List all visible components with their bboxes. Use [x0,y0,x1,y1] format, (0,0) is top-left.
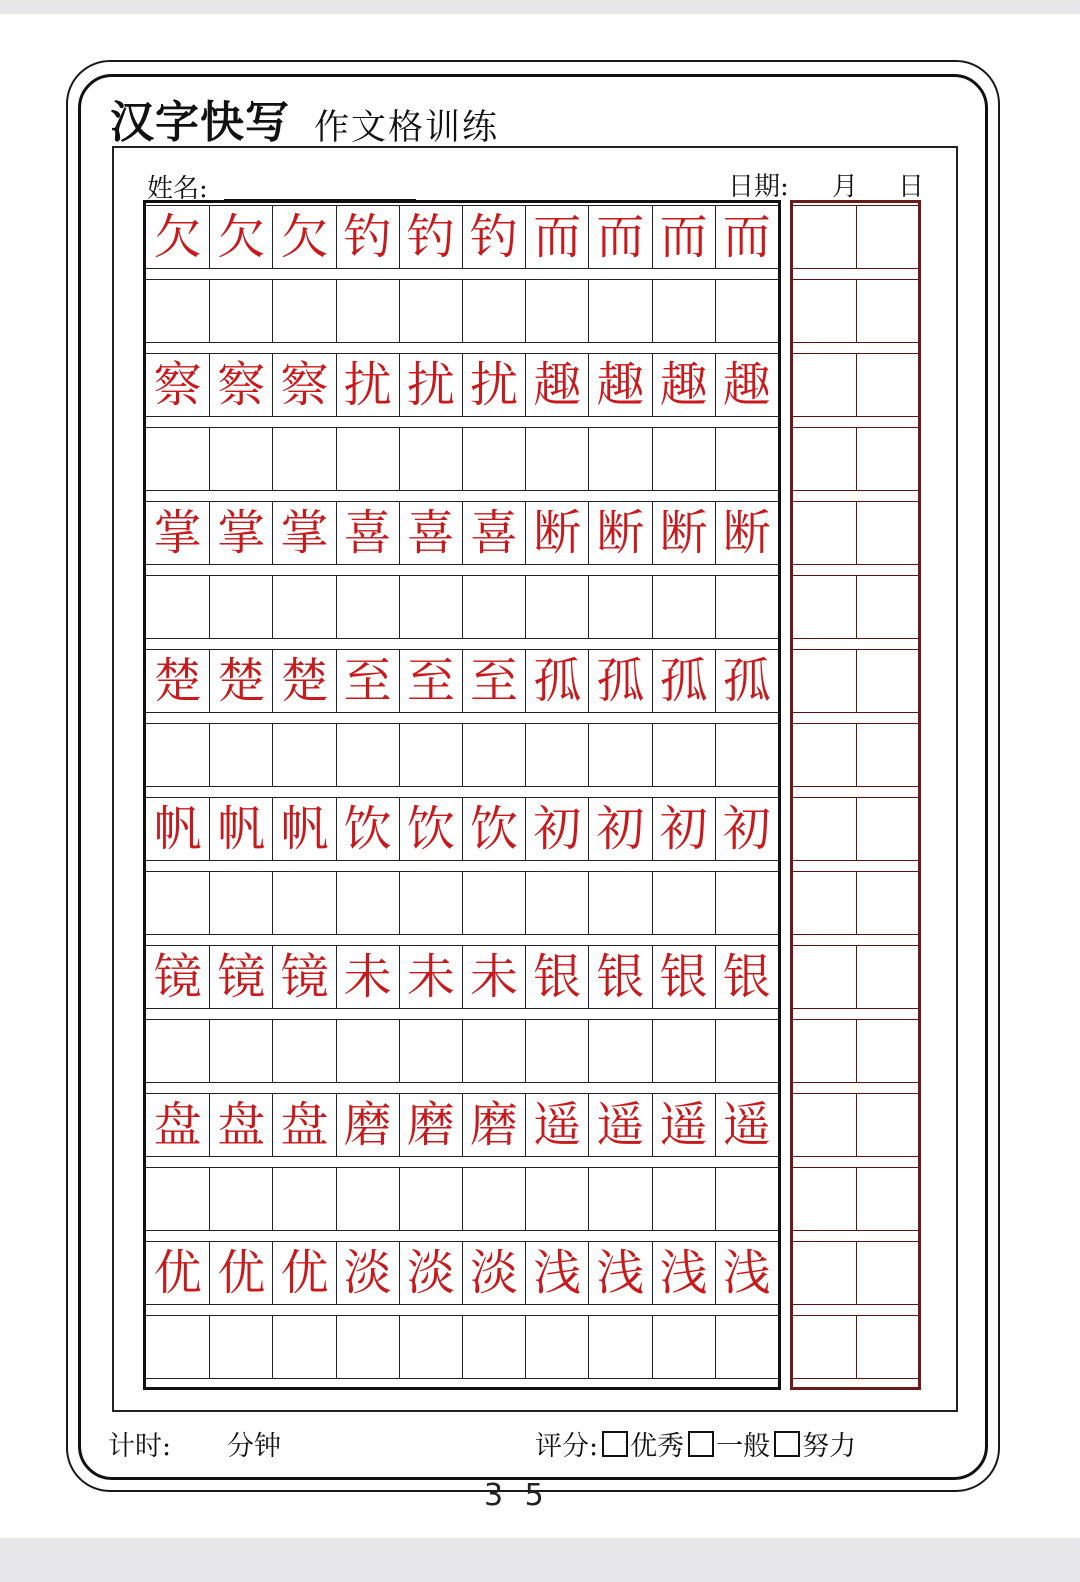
practice-char-cell: 至 [462,649,525,713]
practice-char-cell: 钓 [336,205,399,269]
writing-cell[interactable] [336,279,399,343]
writing-cell[interactable] [793,1315,856,1379]
writing-cell[interactable] [525,1315,588,1379]
practice-char-cell: 孤 [588,649,651,713]
practice-blank-row [146,723,778,787]
date-label: 日期: [728,172,789,202]
practice-char-cell: 磨 [399,1093,462,1157]
score-option-average: 一般 [716,1431,771,1462]
score-option-excellent: 优秀 [630,1431,685,1462]
writing-cell[interactable] [399,427,462,491]
side-blank-row [793,871,918,935]
score-checkbox-average[interactable] [688,1431,714,1457]
page-number: 3 5 [484,1478,550,1513]
practice-char-cell: 遥 [525,1093,588,1157]
writing-cell[interactable] [715,575,778,639]
practice-char-cell: 优 [209,1241,272,1305]
practice-blank-row [146,1019,778,1083]
writing-cell[interactable] [856,1241,919,1305]
writing-cell[interactable] [272,279,335,343]
writing-cell[interactable] [462,723,525,787]
practice-char-cell: 饮 [336,797,399,861]
writing-cell[interactable] [715,871,778,935]
practice-char-row [146,945,778,1009]
side-practice-grid [790,200,921,1390]
writing-cell[interactable] [462,871,525,935]
writing-cell[interactable] [856,945,919,1009]
writing-cell[interactable] [209,1315,272,1379]
practice-char-cell: 优 [272,1241,335,1305]
writing-cell[interactable] [336,1315,399,1379]
side-blank-row [793,649,918,713]
side-blank-row [793,1019,918,1083]
writing-cell[interactable] [462,1315,525,1379]
writing-cell[interactable] [525,1167,588,1231]
practice-char-row [146,353,778,417]
writing-cell[interactable] [652,427,715,491]
writing-cell[interactable] [272,1019,335,1083]
side-blank-row [793,945,918,1009]
practice-char-cell: 孤 [715,649,778,713]
practice-char-cell: 银 [525,945,588,1009]
writing-cell[interactable] [856,279,919,343]
writing-cell[interactable] [793,871,856,935]
practice-char-row [146,205,778,269]
writing-cell[interactable] [588,427,651,491]
writing-cell[interactable] [462,279,525,343]
practice-char-cell: 趣 [588,353,651,417]
practice-char-cell: 喜 [399,501,462,565]
writing-cell[interactable] [793,649,856,713]
practice-char-cell: 趣 [652,353,715,417]
writing-cell[interactable] [793,501,856,565]
practice-char-cell: 浅 [715,1241,778,1305]
practice-char-cell: 断 [652,501,715,565]
writing-cell[interactable] [209,427,272,491]
writing-cell[interactable] [209,871,272,935]
writing-cell[interactable] [588,1019,651,1083]
writing-cell[interactable] [525,723,588,787]
side-blank-row [793,1167,918,1231]
practice-char-cell: 未 [336,945,399,1009]
practice-char-cell: 而 [715,205,778,269]
practice-char-cell: 盘 [209,1093,272,1157]
practice-char-cell: 盘 [146,1093,209,1157]
writing-cell[interactable] [715,427,778,491]
date-day-label: 日 [898,172,925,202]
practice-char-cell: 初 [652,797,715,861]
writing-cell[interactable] [588,871,651,935]
writing-cell[interactable] [856,649,919,713]
writing-cell[interactable] [399,1167,462,1231]
practice-char-cell: 趣 [715,353,778,417]
writing-cell[interactable] [715,1019,778,1083]
writing-cell[interactable] [209,279,272,343]
writing-cell[interactable] [793,797,856,861]
practice-char-cell: 钓 [399,205,462,269]
practice-char-cell: 而 [652,205,715,269]
practice-char-cell: 帆 [272,797,335,861]
practice-blank-row [146,1167,778,1231]
writing-cell[interactable] [856,1093,919,1157]
writing-cell[interactable] [399,871,462,935]
practice-char-cell: 孤 [525,649,588,713]
practice-char-cell: 镜 [209,945,272,1009]
side-blank-row [793,353,918,417]
writing-cell[interactable] [336,1167,399,1231]
writing-cell[interactable] [652,1167,715,1231]
practice-char-cell: 断 [588,501,651,565]
practice-char-cell: 未 [399,945,462,1009]
writing-cell[interactable] [462,575,525,639]
practice-char-cell: 饮 [462,797,525,861]
writing-cell[interactable] [856,1167,919,1231]
writing-cell[interactable] [793,1093,856,1157]
practice-char-cell: 欠 [209,205,272,269]
practice-char-cell: 断 [715,501,778,565]
writing-cell[interactable] [793,353,856,417]
writing-cell[interactable] [399,1315,462,1379]
practice-char-cell: 趣 [525,353,588,417]
practice-char-cell: 淡 [336,1241,399,1305]
practice-char-cell: 磨 [336,1093,399,1157]
practice-char-cell: 遥 [652,1093,715,1157]
practice-char-cell: 而 [588,205,651,269]
writing-cell[interactable] [856,797,919,861]
practice-char-row [146,797,778,861]
practice-char-cell: 银 [715,945,778,1009]
practice-char-cell: 掌 [209,501,272,565]
writing-cell[interactable] [715,279,778,343]
writing-cell[interactable] [588,279,651,343]
practice-char-cell: 欠 [272,205,335,269]
writing-cell[interactable] [856,205,919,269]
practice-char-cell: 欠 [146,205,209,269]
writing-cell[interactable] [336,871,399,935]
practice-char-cell: 浅 [652,1241,715,1305]
writing-cell[interactable] [399,723,462,787]
writing-cell[interactable] [525,871,588,935]
side-blank-row [793,1093,918,1157]
practice-char-cell: 察 [209,353,272,417]
writing-cell[interactable] [588,575,651,639]
writing-cell[interactable] [525,427,588,491]
score-label: 评分: [535,1431,599,1462]
writing-cell[interactable] [793,1019,856,1083]
bottom-background-band [0,1538,1080,1582]
side-blank-row [793,797,918,861]
writing-cell[interactable] [399,1019,462,1083]
practice-char-cell: 扰 [462,353,525,417]
writing-cell[interactable] [856,575,919,639]
writing-cell[interactable] [146,871,209,935]
writing-cell[interactable] [856,1315,919,1379]
writing-cell[interactable] [715,1315,778,1379]
writing-cell[interactable] [146,575,209,639]
writing-cell[interactable] [856,723,919,787]
practice-char-cell: 扰 [399,353,462,417]
score-checkbox-excellent[interactable] [602,1431,628,1457]
practice-char-cell: 银 [588,945,651,1009]
side-blank-row [793,575,918,639]
practice-blank-row [146,279,778,343]
writing-cell[interactable] [146,427,209,491]
writing-cell[interactable] [272,871,335,935]
practice-char-cell: 镜 [146,945,209,1009]
timer-label: 计时: [108,1431,172,1462]
writing-cell[interactable] [652,871,715,935]
writing-cell[interactable] [146,279,209,343]
writing-cell[interactable] [272,575,335,639]
writing-cell[interactable] [399,279,462,343]
practice-char-cell: 帆 [209,797,272,861]
side-blank-row [793,205,918,269]
writing-cell[interactable] [652,723,715,787]
practice-char-cell: 而 [525,205,588,269]
practice-char-cell: 浅 [525,1241,588,1305]
writing-cell[interactable] [588,1167,651,1231]
writing-cell[interactable] [793,205,856,269]
writing-cell[interactable] [146,1167,209,1231]
writing-cell[interactable] [525,279,588,343]
writing-cell[interactable] [856,871,919,935]
practice-char-cell: 未 [462,945,525,1009]
practice-char-cell: 淡 [462,1241,525,1305]
practice-char-cell: 楚 [146,649,209,713]
writing-cell[interactable] [209,723,272,787]
practice-char-cell: 至 [399,649,462,713]
practice-char-cell: 帆 [146,797,209,861]
practice-char-row [146,1241,778,1305]
writing-cell[interactable] [272,427,335,491]
practice-char-cell: 至 [336,649,399,713]
date-month-label: 月 [832,172,859,202]
writing-cell[interactable] [336,723,399,787]
practice-char-cell: 楚 [209,649,272,713]
practice-char-cell: 察 [146,353,209,417]
side-blank-row [793,427,918,491]
writing-cell[interactable] [856,501,919,565]
top-background-band [0,0,1080,14]
writing-cell[interactable] [856,427,919,491]
writing-cell[interactable] [336,427,399,491]
practice-blank-row [146,575,778,639]
practice-char-row [146,501,778,565]
score-section [535,1424,856,1463]
side-blank-row [793,1315,918,1379]
practice-char-cell: 优 [146,1241,209,1305]
writing-cell[interactable] [793,945,856,1009]
writing-cell[interactable] [856,353,919,417]
score-option-effort: 努力 [802,1431,857,1462]
practice-char-row [146,1093,778,1157]
writing-cell[interactable] [715,723,778,787]
side-blank-row [793,501,918,565]
practice-char-cell: 扰 [336,353,399,417]
writing-cell[interactable] [209,575,272,639]
practice-char-cell: 遥 [715,1093,778,1157]
practice-blank-row [146,427,778,491]
practice-blank-row [146,871,778,935]
writing-cell[interactable] [715,1167,778,1231]
page-title: 汉字快写 [110,97,290,148]
practice-char-cell: 掌 [272,501,335,565]
writing-cell[interactable] [588,1315,651,1379]
writing-cell[interactable] [793,723,856,787]
practice-char-cell: 喜 [462,501,525,565]
writing-cell[interactable] [462,1167,525,1231]
writing-cell[interactable] [146,723,209,787]
writing-cell[interactable] [146,1315,209,1379]
writing-cell[interactable] [209,1167,272,1231]
writing-cell[interactable] [652,1315,715,1379]
writing-cell[interactable] [588,723,651,787]
practice-char-cell: 饮 [399,797,462,861]
practice-char-cell: 喜 [336,501,399,565]
side-blank-row [793,723,918,787]
side-blank-row [793,279,918,343]
writing-cell[interactable] [652,279,715,343]
writing-cell[interactable] [336,1019,399,1083]
writing-cell[interactable] [856,1019,919,1083]
practice-char-cell: 浅 [588,1241,651,1305]
practice-char-cell: 察 [272,353,335,417]
writing-cell[interactable] [652,1019,715,1083]
writing-cell[interactable] [793,1241,856,1305]
practice-char-cell: 初 [588,797,651,861]
practice-char-cell: 钓 [462,205,525,269]
practice-char-cell: 初 [715,797,778,861]
score-checkbox-effort[interactable] [774,1431,800,1457]
practice-char-cell: 断 [525,501,588,565]
writing-cell[interactable] [462,427,525,491]
practice-char-cell: 掌 [146,501,209,565]
writing-cell[interactable] [525,1019,588,1083]
practice-char-cell: 磨 [462,1093,525,1157]
practice-char-cell: 楚 [272,649,335,713]
name-label: 姓名: [147,174,208,204]
side-blank-row [793,1241,918,1305]
writing-cell[interactable] [525,575,588,639]
writing-cell[interactable] [793,575,856,639]
writing-cell[interactable] [793,427,856,491]
writing-cell[interactable] [793,1167,856,1231]
writing-cell[interactable] [272,723,335,787]
practice-char-cell: 初 [525,797,588,861]
writing-cell[interactable] [336,575,399,639]
practice-char-cell: 盘 [272,1093,335,1157]
writing-cell[interactable] [399,575,462,639]
practice-grid [143,200,781,1390]
practice-char-cell: 银 [652,945,715,1009]
writing-cell[interactable] [209,1019,272,1083]
writing-cell[interactable] [146,1019,209,1083]
practice-char-cell: 遥 [588,1093,651,1157]
writing-cell[interactable] [462,1019,525,1083]
practice-char-row [146,649,778,713]
writing-cell[interactable] [272,1315,335,1379]
page-subtitle: 作文格训练 [314,108,500,148]
practice-char-cell: 孤 [652,649,715,713]
practice-char-cell: 淡 [399,1241,462,1305]
practice-blank-row [146,1315,778,1379]
timer-unit-label: 分钟 [227,1431,281,1462]
writing-cell[interactable] [272,1167,335,1231]
practice-char-cell: 镜 [272,945,335,1009]
writing-cell[interactable] [652,575,715,639]
writing-cell[interactable] [793,279,856,343]
